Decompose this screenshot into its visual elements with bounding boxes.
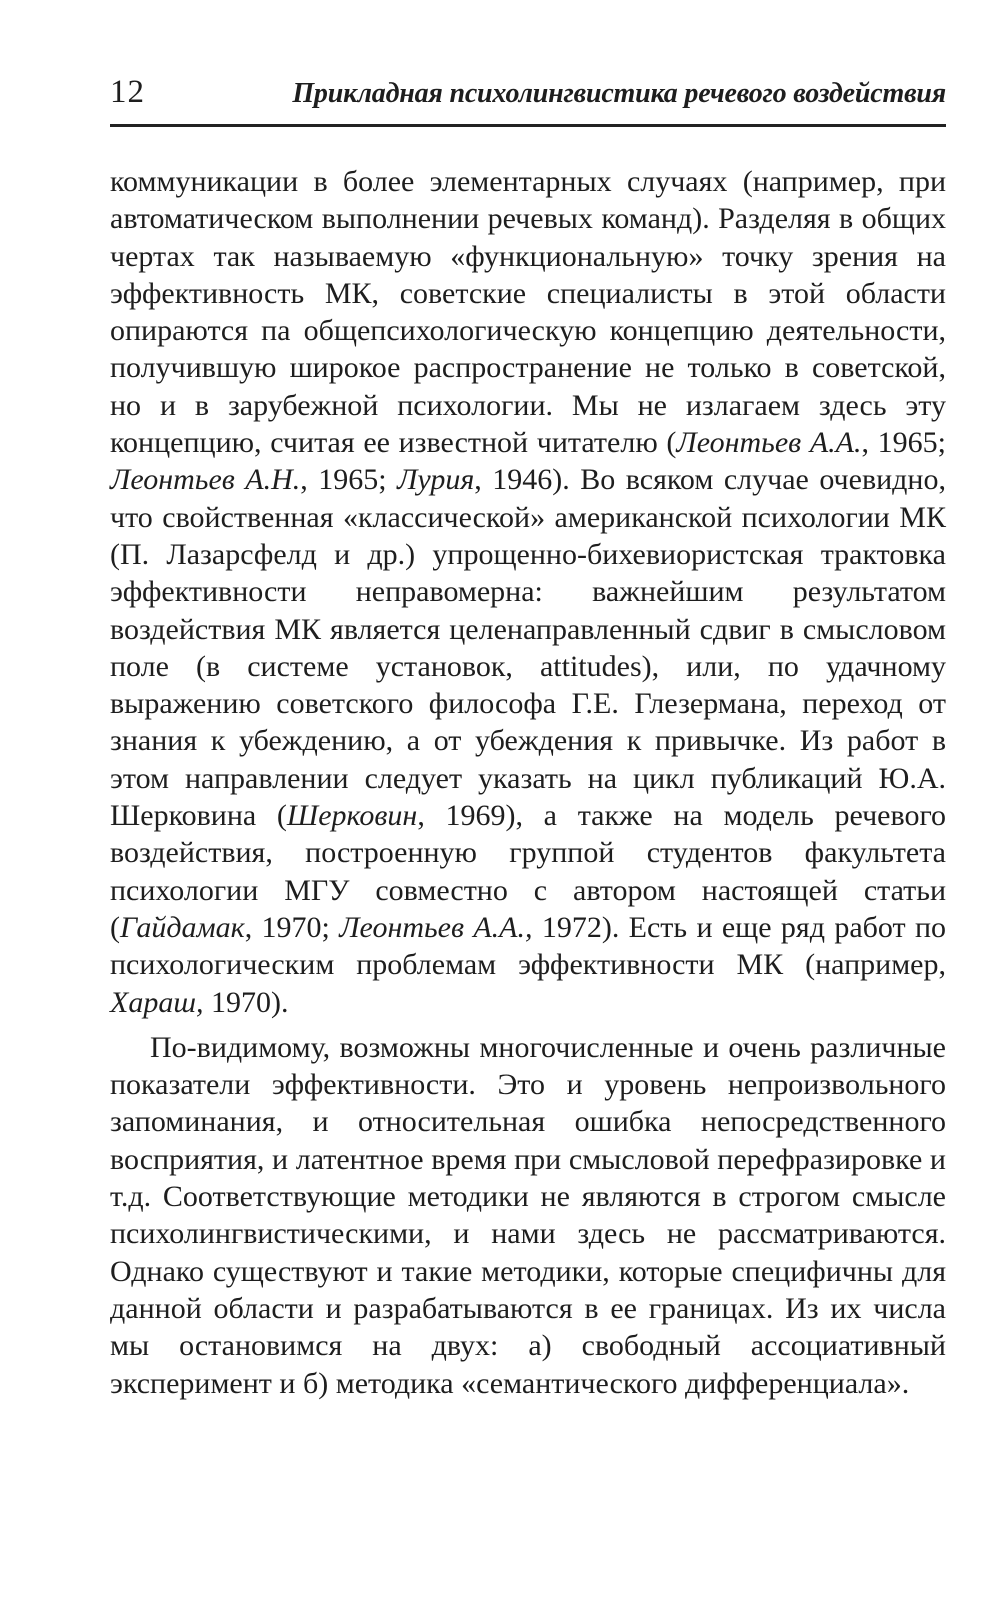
paragraph-text: , 1965; [861, 426, 946, 460]
paragraph-2: По-видимому, возможны многочисленные и очень различные показатели эффективности. Это и уровень непроизвольного запоминания, и относительная ошибка непосредственного восприятия, и латентное время при смысловой перефразировке и т.д. Соответствующие методики не являются в строгом смысле психолингвистическими, и нами здесь не рассматриваются. Однако существуют и такие методики, которые специфичны для данной области и разрабатываются в ее границах. Из их числа мы остановимся на двух: а) свободный ассоциативный эксперимент и б) методика «семантического дифференциала». [110, 1030, 946, 1400]
book-page [110, 74, 946, 1402]
citation-author: Лурия [397, 463, 475, 497]
page-number: 12 [110, 74, 145, 110]
paragraph-text: 1970). [203, 985, 289, 1019]
citation-author: Леонтьев А.А. [676, 426, 862, 460]
running-header [110, 74, 946, 118]
paragraph-text: , 1969), а также на модель речевого воздействия, построенную группой студентов факультета психологии МГУ совместно с автором настоящей статьи ( [110, 799, 946, 944]
citation-author: Леонтьев А.А., [339, 910, 533, 944]
body-text [110, 163, 946, 1402]
paragraph-text: коммуникации в более элементарных случаях (например, при автоматическом выполнении речевых команд). Разделяя в общих чертах так называемую «функциональную» точку зрения на эффективность МК, советские специалисты в этой области опираются па общепсихологическую концепцию деятельности, получившую широкое распространение не только в советской, но и в зарубежной психологии. Мы не излагаем здесь эту концепцию, считая ее известной читателю ( [110, 165, 946, 460]
paragraph-text: , 1970; [244, 910, 340, 944]
header-rule [110, 124, 946, 127]
citation-author: Хараш, [110, 985, 204, 1019]
paragraph-1 [110, 163, 946, 1021]
running-title: Прикладная психолингвистика речевого воздействия [292, 78, 946, 109]
citation-author: Леонтьев А.Н. [110, 463, 301, 497]
paragraph-text: , 1946). Во всяком случае очевидно, что свойственная «классической» американской психологии МК (П. Лазарсфелд и др.) упрощенно-бихевиористская трактовка эффективности неправомерна: важнейшим результатом воздействия МК является целенаправленный сдвиг в смысловом поле (в системе установок, attitudes), или, по удачному выражению советского философа Г.Е. Глезермана, переход от знания к убеждению, а от убеждения к привычке. Из работ в этом направлении следует указать на цикл публикаций Ю.А. Шерковина ( [110, 463, 946, 833]
citation-author: Шерковин [286, 799, 418, 833]
paragraph-text: , 1965; [300, 463, 398, 497]
paragraph-text: 1972). Есть и еще ряд работ по психологическим проблемам эффективности МК (например, [110, 910, 947, 982]
citation-author: Гайдамак [120, 910, 245, 944]
